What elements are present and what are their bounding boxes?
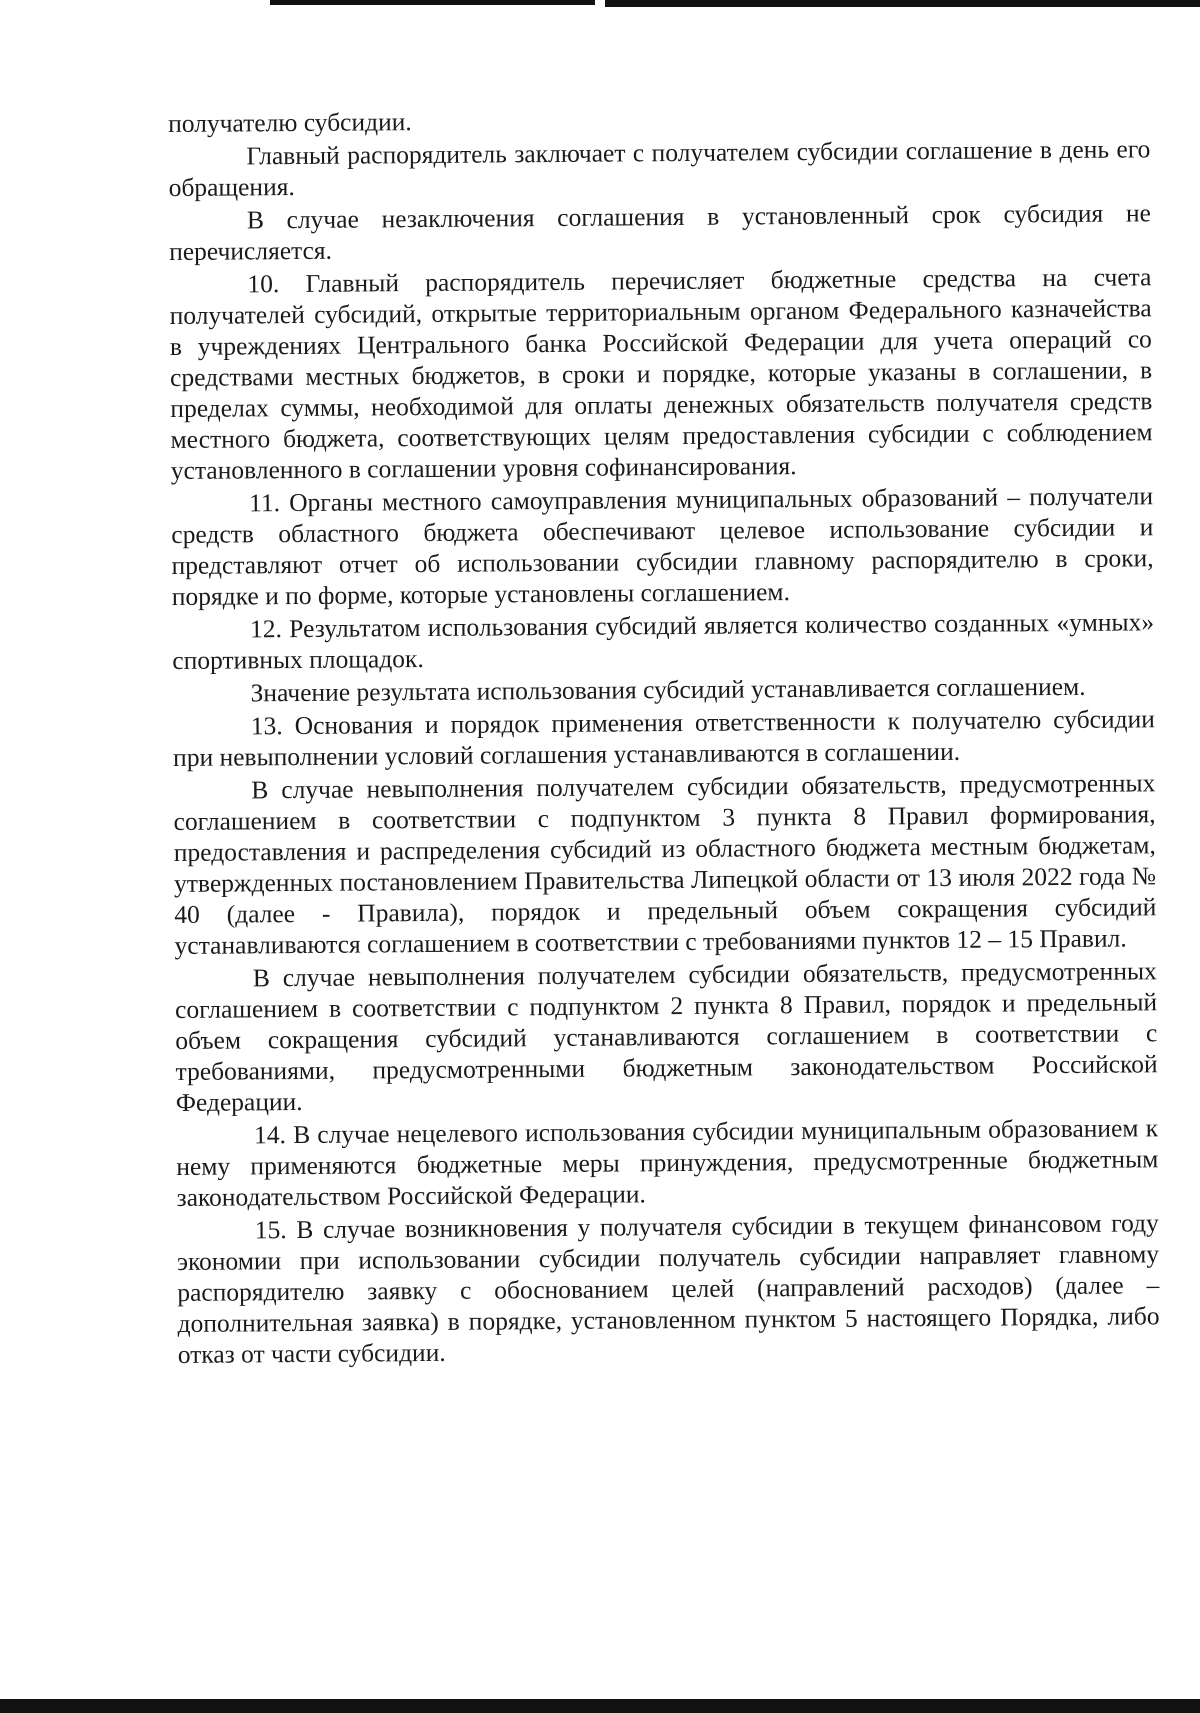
scan-edge-top-right bbox=[605, 0, 1200, 7]
paragraph-item-10: 10. Главный распорядитель перечисляет бюджетные средства на счета получателей субсидий, открытые территориальным органом Федерального казначейства в учреждениях Центрального банка Российской Федерации для учета операций со средствами местных бюджетов, в сроки и порядке, которые указаны в соглашении, в пределах суммы, необходимой для оплаты денежных обязательств получателя средств местного бюджета, соответствующих целям предоставления субсидии с соблюдением установленного в соглашении уровня софинансирования. bbox=[169, 262, 1153, 485]
paragraph-item-14: 14. В случае нецелевого использования субсидии муниципальным образованием к нему применяются бюджетные меры принуждения, предусмотренные бюджетным законодательством Российской Федерации. bbox=[176, 1113, 1159, 1212]
scan-edge-top-left bbox=[270, 0, 595, 5]
paragraph-item-13: 13. Основания и порядок применения ответственности к получателю субсидии при невыполнении условий соглашения устанавливаются в соглашении. bbox=[172, 704, 1155, 772]
paragraph-non-fulfillment-1: В случае невыполнения получателем субсидии обязательств, предусмотренных соглашением в соответствии с подпунктом 3 пункта 8 Правил формирования, предоставления и распределения субсидий из областного бюджета местным бюджетам, утвержденных постановлением Правительства Липецкой области от 13 июля 2022 года № 40 (далее - Правила), порядок и предельный объем сокращения субсидий устанавливаются соглашением в соответствии с требованиями пунктов 12 – 15 Правил. bbox=[173, 768, 1157, 960]
paragraph-agreement-day: Главный распорядитель заключает с получателем субсидии соглашение в день его обращения. bbox=[168, 134, 1151, 202]
paragraph-result-value: Значение результата использования субсидий устанавливается соглашением. bbox=[250, 671, 1086, 708]
paragraph-item-15: 15. В случае возникновения у получателя субсидии в текущем финансовом году экономии при использовании субсидии получатель субсидии направляет главному распорядителю заявку с обоснованием целей (направлений расходов) (далее – дополнительная заявка) в порядке, установленном пунктом 5 настоящего Порядка, либо отказ от части субсидии. bbox=[176, 1208, 1160, 1369]
scan-edge-bottom bbox=[0, 1699, 1200, 1713]
paragraph-item-11: 11. Органы местного самоуправления муниципальных образований – получатели средств областного бюджета обеспечивают целевое использование субсидии и представляют отчет об использовании субсидии главному распорядителю в сроки, порядке и по форме, которые установлены соглашением. bbox=[171, 481, 1154, 611]
document-page bbox=[168, 100, 1160, 1372]
paragraph-item-12: 12. Результатом использования субсидий является количество созданных «умных» спортивных площадок. bbox=[172, 607, 1155, 675]
paragraph-non-fulfillment-2: В случае невыполнения получателем субсидии обязательств, предусмотренных соглашением в соответствии с подпунктом 2 пункта 8 Правил, порядок и предельный объем сокращения субсидий устанавливаются соглашением в соответствии с требованиями, предусмотренными бюджетным законодательством Российской Федерации. bbox=[174, 956, 1158, 1117]
paragraph-continuation: получателю субсидии. bbox=[168, 107, 412, 138]
paragraph-no-agreement: В случае незаключения соглашения в установленный срок субсидия не перечисляется. bbox=[169, 198, 1151, 266]
